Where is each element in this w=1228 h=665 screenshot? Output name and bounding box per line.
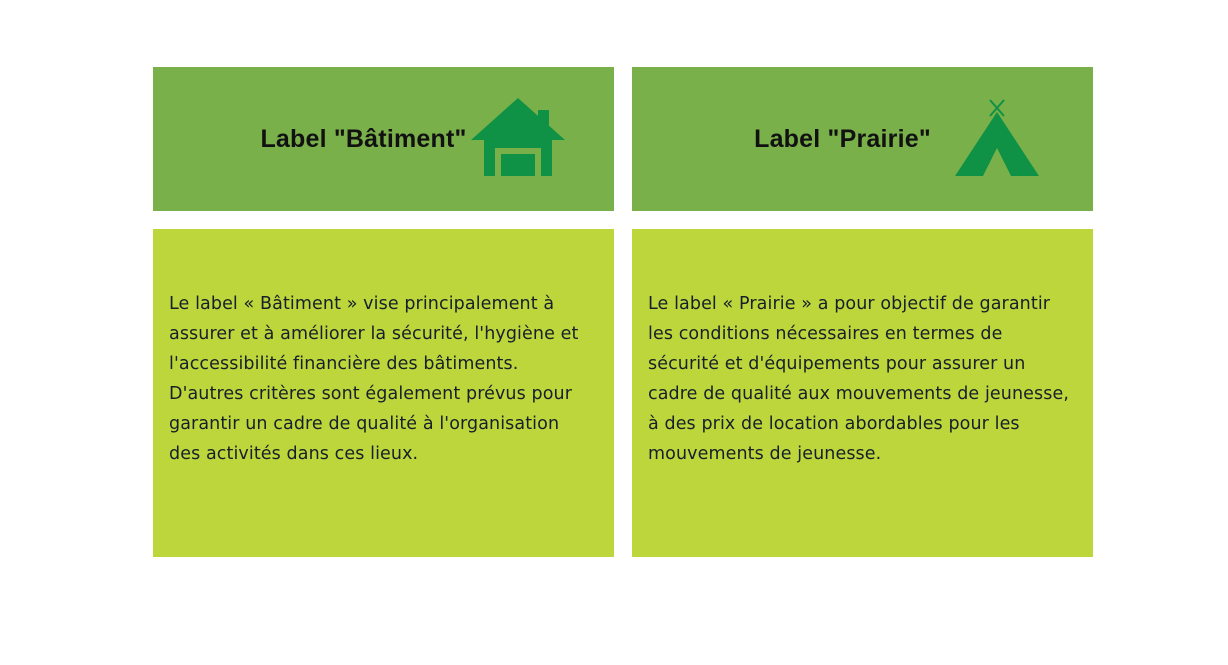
- card-batiment-spacer: [153, 211, 614, 229]
- card-prairie-body: [632, 229, 1093, 557]
- tent-icon: [949, 96, 1045, 182]
- house-icon: [470, 96, 566, 182]
- card-prairie-title: Label "Prairie": [754, 124, 931, 153]
- card-prairie-text: Le label « Prairie » a pour objectif de garantir les conditions nécessaires en termes de sécurité et d'équipements pour assurer un cadre de qualité aux mouvements de jeunesse, à des prix de location abordables pour les mouvements de jeunesse.: [648, 294, 1069, 465]
- card-batiment-title: Label "Bâtiment": [260, 124, 467, 153]
- label-cards-board: [153, 67, 1093, 557]
- card-batiment: [153, 67, 614, 557]
- card-batiment-text: Le label « Bâtiment » vise principalement à assurer et à améliorer la sécurité, l'hygiène et l'accessibilité financière des bâtiments. D'autres critères sont également prévus pour garantir un cadre de qualité à l'organisation des activités dans ces lieux.: [169, 294, 579, 465]
- card-prairie: [632, 67, 1093, 557]
- card-batiment-body: [153, 229, 614, 557]
- card-batiment-header: [153, 67, 614, 211]
- card-prairie-spacer: [632, 211, 1093, 229]
- card-prairie-header: [632, 67, 1093, 211]
